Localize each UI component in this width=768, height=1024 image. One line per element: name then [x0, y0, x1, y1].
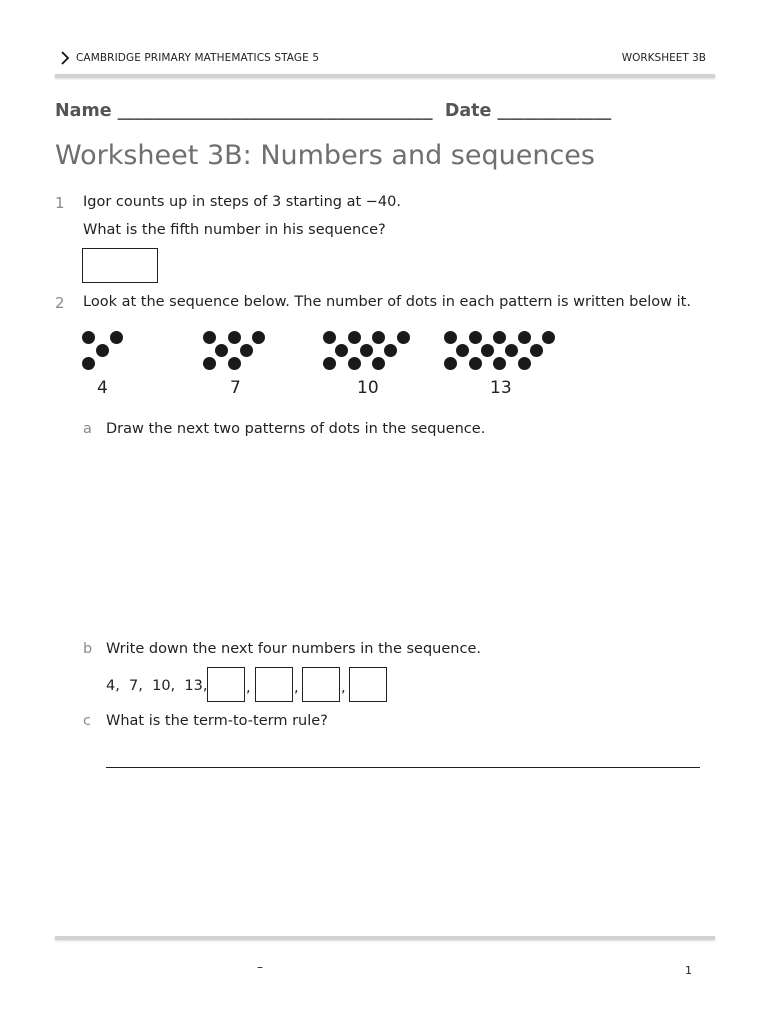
drawing-area[interactable] — [83, 448, 703, 628]
dot — [323, 357, 336, 370]
dot — [82, 331, 95, 344]
dot — [203, 357, 216, 370]
comma-separator: , — [341, 680, 346, 696]
worksheet-code: WORKSHEET 3B — [621, 52, 706, 64]
dot — [110, 331, 123, 344]
dot — [469, 357, 482, 370]
answer-line[interactable] — [106, 767, 700, 768]
dot — [215, 344, 228, 357]
footer-divider — [55, 936, 715, 940]
part-b-text: Write down the next four numbers in the sequence. — [106, 641, 481, 657]
question-1-text: Igor counts up in steps of 3 starting at −40. — [83, 194, 401, 210]
part-a-text: Draw the next two patterns of dots in the sequence. — [106, 421, 486, 437]
name-date-field[interactable]: Name ____________________________________ Date _____________ — [55, 101, 612, 121]
dot — [456, 344, 469, 357]
part-c-letter: c — [83, 713, 91, 729]
question-2-text: Look at the sequence below. The number of dots in each pattern is written below it. — [83, 294, 691, 310]
pattern-count-label: 10 — [357, 378, 379, 398]
running-header-left — [60, 51, 319, 65]
question-1-prompt: What is the fifth number in his sequence? — [83, 222, 386, 238]
dot — [203, 331, 216, 344]
question-1-number: 1 — [55, 194, 65, 212]
dot — [252, 331, 265, 344]
dot — [518, 357, 531, 370]
comma-separator: , — [294, 680, 299, 696]
dot — [372, 331, 385, 344]
sequence-answer-box-1[interactable] — [207, 667, 245, 702]
page-number: 1 — [685, 964, 692, 977]
pattern-count-label: 4 — [97, 378, 108, 398]
dot — [372, 357, 385, 370]
dot — [397, 331, 410, 344]
sequence-answer-box-4[interactable] — [349, 667, 387, 702]
dot — [530, 344, 543, 357]
page-title: Worksheet 3B: Numbers and sequences — [55, 140, 595, 171]
dot — [493, 331, 506, 344]
question-1-answer-box[interactable] — [82, 248, 158, 283]
dot — [481, 344, 494, 357]
course-title: CAMBRIDGE PRIMARY MATHEMATICS STAGE 5 — [76, 52, 320, 64]
sequence-start: 4, 7, 10, 13, — [106, 678, 208, 694]
sequence-answer-box-2[interactable] — [255, 667, 293, 702]
dot — [335, 344, 348, 357]
dot — [384, 344, 397, 357]
dot — [505, 344, 518, 357]
part-c-text: What is the term-to-term rule? — [106, 713, 328, 729]
sequence-answer-box-3[interactable] — [302, 667, 340, 702]
dot — [96, 344, 109, 357]
dot — [542, 331, 555, 344]
dot — [493, 357, 506, 370]
dot — [82, 357, 95, 370]
dot — [323, 331, 336, 344]
question-2-number: 2 — [55, 294, 65, 312]
comma-separator: , — [246, 680, 251, 696]
dot — [444, 331, 457, 344]
dot — [348, 331, 361, 344]
header-divider — [55, 74, 715, 78]
pattern-count-label: 7 — [230, 378, 241, 398]
dot — [240, 344, 253, 357]
dot — [348, 357, 361, 370]
dot — [360, 344, 373, 357]
part-a-letter: a — [83, 421, 92, 437]
dot — [228, 331, 241, 344]
part-b-letter: b — [83, 641, 93, 657]
dot — [469, 331, 482, 344]
dot — [518, 331, 531, 344]
footer-dash: – — [257, 960, 263, 974]
chevron-right-icon — [60, 51, 70, 65]
dot — [228, 357, 241, 370]
pattern-count-label: 13 — [490, 378, 512, 398]
dot — [444, 357, 457, 370]
